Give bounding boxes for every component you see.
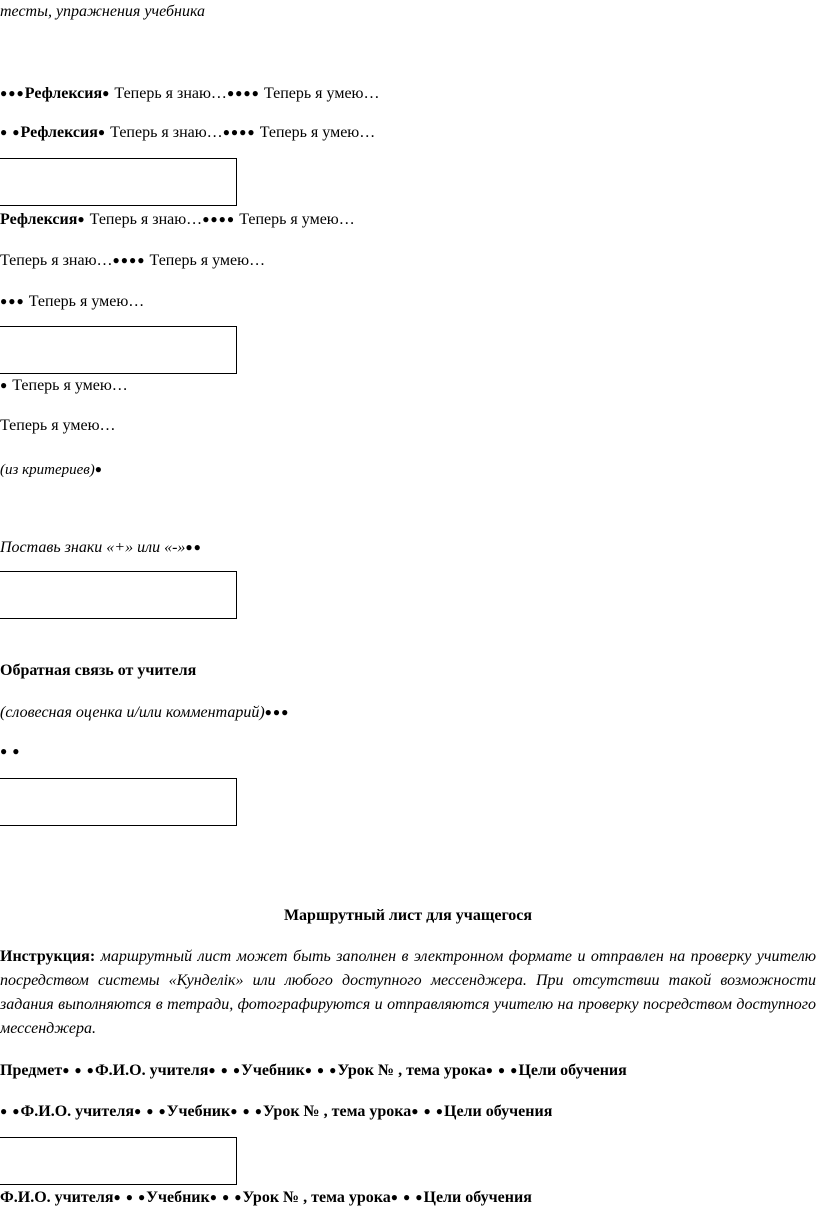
can-text: Теперь я умею…: [239, 211, 355, 228]
subject-label: Предмет: [0, 1062, 63, 1079]
reflection-line-7: [0, 416, 116, 436]
bullet-icon: ● ● ●: [209, 1190, 243, 1204]
bullet-icon: ● ● ●: [62, 1063, 95, 1077]
goals-label: Цели обучения: [518, 1062, 627, 1079]
feedback-subtitle: (словесная оценка и/или комментарий)●●●: [0, 704, 290, 721]
can-text: Теперь я умею…: [259, 124, 376, 141]
reflection-line-1: [0, 83, 380, 104]
bullet-icon: ● ● ●: [230, 1104, 263, 1118]
header-fragment: тесты, упражнения учебника: [0, 3, 206, 20]
criteria-note: (из критериев)●: [0, 462, 104, 478]
fields-line-2: [0, 1101, 552, 1122]
signs-instruction: Поставь знаки «+» или «-»●●: [0, 539, 202, 556]
bullet-icon: ●: [94, 462, 104, 476]
table-cell-fragment: [0, 571, 237, 619]
bullet-icon: ● ● ●: [208, 1063, 242, 1077]
fields-line-1: [0, 1060, 627, 1081]
bullet-icon: ●●●: [0, 86, 25, 100]
textbook-label: Учебник: [166, 1103, 231, 1120]
reflection-line-3: [0, 209, 355, 230]
table-cell-fragment: [0, 1137, 237, 1185]
can-text: Теперь я умею…: [28, 293, 145, 310]
can-text: Теперь я умею…: [0, 417, 116, 434]
teacher-label: Ф.И.О. учителя: [0, 1189, 114, 1206]
lesson-label: Урок № , тема урока: [242, 1189, 391, 1206]
bullet-icon: ●●●●: [222, 125, 256, 139]
bullet-icon: ●●●: [264, 705, 290, 719]
reflection-line-5: [0, 291, 144, 312]
bullet-icon: ● ● ●: [304, 1063, 338, 1077]
know-text: Теперь я знаю…: [89, 211, 203, 228]
bullet-icon: ●●: [185, 540, 202, 554]
know-text: Теперь я знаю…: [114, 85, 227, 102]
bullet-icon: ● ● ●: [411, 1104, 444, 1118]
bullet-row: [0, 741, 21, 762]
bullet-icon: ● ●: [0, 744, 21, 758]
reflection-label: Рефлексия: [24, 85, 103, 102]
bullet-icon: ● ● ●: [113, 1190, 147, 1204]
bullet-icon: ●: [0, 378, 9, 392]
table-cell-fragment: [0, 326, 237, 374]
reflection-line-6: [0, 375, 128, 396]
textbook-label: Учебник: [241, 1062, 305, 1079]
table-cell-fragment: [0, 158, 237, 206]
can-text: Теперь я умею…: [12, 377, 128, 394]
reflection-line-4: [0, 250, 265, 271]
instruction-paragraph: [0, 945, 816, 1041]
bullet-icon: ●●●●: [202, 212, 236, 226]
table-cell-fragment: [0, 778, 237, 826]
instruction-label: Инструкция:: [0, 948, 96, 965]
teacher-label: Ф.И.О. учителя: [94, 1062, 209, 1079]
bullet-icon: ● ● ●: [390, 1190, 424, 1204]
know-text: Теперь я знаю…: [110, 124, 223, 141]
teacher-label: Ф.И.О. учителя: [20, 1103, 134, 1120]
bullet-icon: ● ●: [0, 1104, 21, 1118]
can-text: Теперь я умею…: [149, 252, 266, 269]
reflection-label: Рефлексия: [0, 211, 78, 228]
reflection-label: Рефлексия: [20, 124, 98, 141]
goals-label: Цели обучения: [444, 1103, 553, 1120]
goals-label: Цели обучения: [423, 1189, 532, 1206]
lesson-label: Урок № , тема урока: [337, 1062, 486, 1079]
bullet-icon: ● ● ●: [133, 1104, 167, 1118]
fields-line-3: [0, 1187, 532, 1208]
textbook-label: Учебник: [146, 1189, 210, 1206]
bullet-icon: ●: [77, 212, 86, 226]
bullet-icon: ● ● ●: [485, 1063, 519, 1077]
bullet-icon: ●●●●: [226, 86, 260, 100]
route-sheet-title: Маршрутный лист для учащегося: [283, 907, 533, 924]
bullet-icon: ●●●: [0, 294, 25, 308]
instruction-text: маршрутный лист может быть заполнен в электронном формате и отправлен на проверку учителю посредством системы «Кунделік» или любого доступного мессенджера. При отсутствии такой возможности задания выполняются в тетради, фотографируются и отправляются учителю на проверку посредством доступного мессенджера.: [0, 948, 816, 1037]
lesson-label: Урок № , тема урока: [263, 1103, 412, 1120]
can-text: Теперь я умею…: [263, 85, 380, 102]
bullet-icon: ●: [97, 125, 107, 139]
know-text: Теперь я знаю…: [0, 252, 113, 269]
bullet-icon: ● ●: [0, 125, 21, 139]
reflection-line-2: [0, 122, 375, 143]
feedback-title: Обратная связь от учителя: [0, 662, 197, 679]
bullet-icon: ●: [102, 86, 111, 100]
bullet-icon: ●●●●: [112, 253, 146, 267]
